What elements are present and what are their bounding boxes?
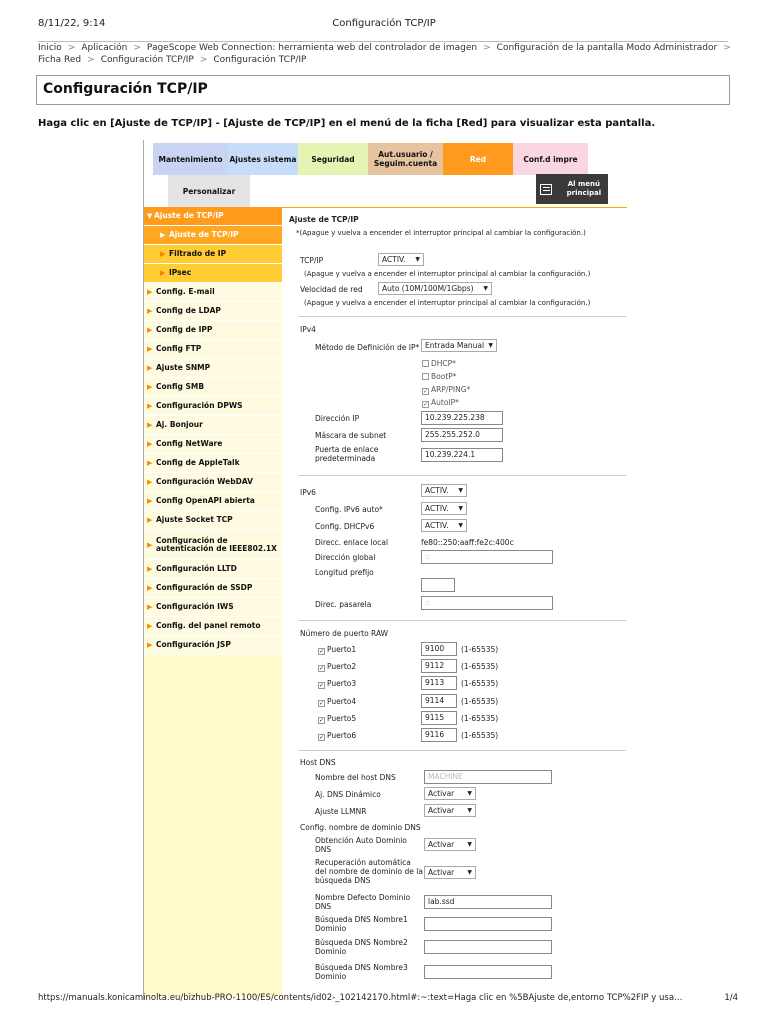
- speed-select-value: Auto (10M/100M/1Gbps): [382, 284, 474, 293]
- raw-port-title: Número de puerto RAW: [300, 629, 389, 638]
- chevron-right-icon: >: [87, 55, 95, 65]
- bootp-label: BootP*: [431, 372, 457, 381]
- ipv6-title: IPv6: [300, 488, 316, 497]
- print-title: Configuración TCP/IP: [332, 18, 436, 29]
- sidebar-item-label: Configuración WebDAV: [156, 477, 253, 486]
- port1-range: (1-65535): [461, 645, 499, 654]
- sidebar-item-label: Config NetWare: [156, 439, 223, 448]
- sidebar-item-jsp[interactable]: [144, 636, 282, 655]
- tab-conf-impre[interactable]: Conf.d impre: [513, 143, 588, 175]
- default-domain-label: Nombre Defecto Dominio DNS: [315, 893, 411, 911]
- chevron-down-icon: ▼: [467, 807, 472, 814]
- arp-checkbox[interactable]: [422, 385, 470, 395]
- restart-note-3: (Apague y vuelva a encender el interruptor principal al cambiar la configuración.): [304, 299, 591, 307]
- link-local-label: Direcc. enlace local: [315, 538, 389, 547]
- global-address-label: Dirección global: [315, 553, 376, 562]
- sidebar-item-label: Configuración DPWS: [156, 401, 243, 410]
- chevron-right-icon: >: [67, 43, 76, 53]
- print-date: 8/11/22, 9:14: [38, 18, 106, 29]
- ipv6-select[interactable]: [421, 484, 467, 497]
- autoip-label: AutoIP*: [431, 398, 459, 407]
- port1-input[interactable]: 9100: [421, 642, 457, 656]
- port5-label: Puerto5: [327, 714, 357, 723]
- triangle-right-icon: ▶: [160, 269, 166, 277]
- section-title: Ajuste de TCP/IP: [289, 215, 359, 224]
- ip-method-value: Entrada Manual: [425, 341, 485, 350]
- auto-search-select[interactable]: [424, 866, 476, 879]
- triangle-right-icon: ▶: [147, 540, 153, 549]
- sidebar-item-lltd[interactable]: [144, 560, 282, 579]
- dhcp-label: DHCP*: [431, 359, 456, 368]
- dns-dynamic-select[interactable]: [424, 787, 476, 800]
- gateway6-label: Direc. pasarela: [315, 600, 372, 609]
- dns-dynamic-label: Aj. DNS Dinámico: [315, 790, 381, 799]
- breadcrumb-aplicacion[interactable]: Aplicación: [81, 43, 128, 53]
- check-icon: ✓: [319, 648, 325, 655]
- port2-input[interactable]: 9112: [421, 659, 457, 673]
- auto-domain-select[interactable]: [424, 838, 476, 851]
- breadcrumb-tcpip[interactable]: Configuración TCP/IP: [100, 55, 194, 65]
- port2-range: (1-65535): [461, 662, 499, 671]
- ipv4-title: IPv4: [300, 325, 316, 334]
- port2-label: Puerto2: [327, 662, 357, 671]
- divider: [298, 750, 626, 751]
- dns-dynamic-value: Activar: [428, 789, 455, 798]
- footer-page: 1/4: [724, 993, 738, 1003]
- dns-host-name-label: Nombre del host DNS: [315, 773, 396, 782]
- triangle-right-icon: ▶: [147, 641, 153, 649]
- main-menu-icon: [540, 184, 552, 195]
- chevron-down-icon: ▼: [458, 487, 463, 494]
- arp-label: ARP/PING*: [431, 385, 471, 394]
- triangle-right-icon: ▶: [147, 478, 153, 486]
- sidebar-item-snmp[interactable]: [144, 359, 282, 378]
- sidebar-item-label: Config OpenAPI abierta: [156, 496, 255, 505]
- sidebar-item-label: Config de AppleTalk: [156, 458, 240, 467]
- sidebar-item-label: Filtrado de IP: [169, 249, 227, 258]
- check-icon: ✓: [319, 665, 325, 672]
- ipv6-auto-select[interactable]: [421, 502, 467, 515]
- triangle-right-icon: ▶: [147, 565, 153, 573]
- page-title: Configuración TCP/IP: [43, 81, 208, 97]
- sidebar-item-socket-tcp[interactable]: [144, 511, 282, 530]
- tab-aut-usuario[interactable]: Aut.usuario / Seguim.cuenta: [368, 143, 443, 175]
- port2-checkbox[interactable]: [318, 662, 356, 672]
- divider: [298, 620, 626, 621]
- llmnr-select[interactable]: [424, 804, 476, 817]
- port5-checkbox[interactable]: [318, 714, 356, 724]
- divider: [298, 475, 626, 476]
- footer-url: https://manuals.konicaminolta.eu/bizhub-PRO-1100/ES/contents/id02-_102142170.html#:~:text=Haga clic en %5BAjuste de,entorno TCP%2FIP y usa…: [38, 993, 683, 1003]
- search1-input[interactable]: [424, 917, 552, 931]
- gateway-label: Puerta de enlace predeterminada: [315, 445, 379, 463]
- sidebar-item-label: Configuración JSP: [156, 640, 231, 649]
- sidebar-item-label: Config FTP: [156, 344, 202, 353]
- sidebar-item-label: Ajuste Socket TCP: [156, 515, 233, 524]
- breadcrumb-row-1: [38, 42, 731, 54]
- triangle-right-icon: ▶: [147, 440, 153, 448]
- checkbox-icon: [422, 360, 429, 367]
- sidebar-item-label: Configuración IWS: [156, 602, 234, 611]
- breadcrumb-inicio[interactable]: Inicio: [38, 43, 62, 53]
- chevron-right-icon: >: [133, 43, 141, 53]
- chevron-down-icon: ▼: [483, 285, 488, 292]
- triangle-right-icon: ▶: [147, 307, 153, 315]
- sidebar-subitem-filtrado-ip[interactable]: [144, 245, 282, 264]
- prefix-label: Longitud prefijo: [315, 568, 374, 577]
- dns-domain-title: Config. nombre de dominio DNS: [300, 823, 421, 832]
- tab-mantenimiento[interactable]: Mantenimiento: [153, 143, 228, 175]
- dhcpv6-label: Config. DHCPv6: [315, 522, 375, 531]
- tcpip-select-value: ACTIV.: [382, 255, 406, 264]
- dhcp-checkbox[interactable]: [422, 359, 456, 368]
- sidebar-item-ipp[interactable]: [144, 321, 282, 340]
- search2-label: Búsqueda DNS Nombre2 Dominio: [315, 938, 408, 956]
- sidebar-item-label: Config de IPP: [156, 325, 213, 334]
- triangle-right-icon: ▶: [147, 622, 153, 630]
- page-title-box: [36, 75, 730, 105]
- sidebar-item-ajuste-tcpip[interactable]: [144, 207, 282, 226]
- chevron-down-icon: ▼: [458, 505, 463, 512]
- check-icon: ✓: [423, 388, 429, 395]
- triangle-right-icon: ▶: [147, 497, 153, 505]
- triangle-right-icon: ▶: [147, 584, 153, 592]
- port5-range: (1-65535): [461, 714, 499, 723]
- sidebar-item-label: Config. del panel remoto: [156, 621, 261, 630]
- dns-host-name-input[interactable]: MACHINE: [424, 770, 552, 784]
- chevron-down-icon: ▼: [488, 342, 493, 349]
- dns-host-title: Host DNS: [300, 758, 336, 767]
- triangle-right-icon: ▶: [147, 402, 153, 410]
- ip-method-label: Método de Definición de IP*: [315, 343, 420, 352]
- triangle-right-icon: ▶: [160, 250, 166, 258]
- check-icon: ✓: [423, 401, 429, 408]
- port3-input[interactable]: 9113: [421, 676, 457, 690]
- sidebar-item-label: Ajuste de TCP/IP: [169, 230, 239, 239]
- chevron-down-icon: ▼: [467, 841, 472, 848]
- sidebar-item-openapi[interactable]: [144, 492, 282, 511]
- sidebar-item-label: Ajuste de TCP/IP: [154, 211, 224, 220]
- breadcrumb-ficha-red[interactable]: Ficha Red: [38, 55, 82, 65]
- chevron-right-icon: >: [483, 43, 491, 53]
- ip-address-input[interactable]: 10.239.225.238: [421, 411, 503, 425]
- ip-method-select[interactable]: [421, 339, 497, 352]
- gateway6-input[interactable]: ::: [421, 596, 553, 610]
- link-local-value: fe80::250:aaff:fe2c:400c: [421, 538, 514, 547]
- sidebar-item-label: Aj. Bonjour: [156, 420, 203, 429]
- breadcrumb-pagescope[interactable]: PageScope Web Connection: herramienta web del controlador de imagen: [146, 43, 478, 53]
- divider: [298, 316, 626, 317]
- triangle-down-icon: ▼: [147, 212, 153, 220]
- dhcpv6-value: ACTIV.: [425, 521, 449, 530]
- ip-label: Dirección IP: [315, 414, 360, 423]
- ipv6-auto-label: Config. IPv6 auto*: [315, 505, 383, 514]
- port1-checkbox[interactable]: [318, 645, 356, 655]
- instruction-text: Haga clic en [Ajuste de TCP/IP] - [Ajuste de TCP/IP] en el menú de la ficha [Red] para visualizar esta pantalla.: [38, 118, 656, 129]
- sidebar-item-smb[interactable]: [144, 378, 282, 397]
- sidebar-item-label: Config SMB: [156, 382, 205, 391]
- triangle-right-icon: ▶: [147, 345, 153, 353]
- port3-checkbox[interactable]: [318, 679, 356, 689]
- prefix-input[interactable]: [421, 578, 455, 592]
- chevron-right-icon: >: [199, 55, 208, 65]
- port3-label: Puerto3: [327, 679, 357, 688]
- mask-label: Máscara de subnet: [315, 431, 387, 440]
- sidebar-item-label: Configuración de SSDP: [156, 583, 253, 592]
- sidebar-item-ieee8021x[interactable]: [144, 530, 282, 560]
- search3-label: Búsqueda DNS Nombre3 Dominio: [315, 963, 408, 981]
- tab-ajustes-sistema[interactable]: Ajustes sistema: [228, 143, 298, 175]
- sidebar-item-dpws[interactable]: [144, 397, 282, 416]
- search3-input[interactable]: [424, 965, 552, 979]
- llmnr-label: Ajuste LLMNR: [315, 807, 367, 816]
- check-icon: ✓: [319, 717, 325, 724]
- default-domain-input[interactable]: lab.ssd: [424, 895, 552, 909]
- chevron-right-icon: >: [723, 43, 731, 53]
- triangle-right-icon: ▶: [147, 383, 153, 391]
- ipv6-select-value: ACTIV.: [425, 486, 449, 495]
- sidebar-item-bonjour[interactable]: [144, 416, 282, 435]
- search2-input[interactable]: [424, 940, 552, 954]
- tcpip-select[interactable]: [378, 253, 424, 266]
- print-header: [38, 18, 730, 30]
- sidebar-item-netware[interactable]: [144, 435, 282, 454]
- tab-personalizar[interactable]: Personalizar: [168, 175, 250, 207]
- triangle-right-icon: ▶: [147, 421, 153, 429]
- autoip-checkbox[interactable]: [422, 398, 459, 408]
- restart-note-2: (Apague y vuelva a encender el interruptor principal al cambiar la configuración.): [304, 270, 591, 278]
- global-address-input[interactable]: ::: [421, 550, 553, 564]
- bootp-checkbox[interactable]: [422, 372, 457, 381]
- sidebar-item-iws[interactable]: [144, 598, 282, 617]
- port6-range: (1-65535): [461, 731, 499, 740]
- port6-checkbox[interactable]: [318, 731, 356, 741]
- port1-label: Puerto1: [327, 645, 357, 654]
- sidebar-item-label: Config. E-mail: [156, 287, 215, 296]
- tab-seguridad[interactable]: Seguridad: [298, 143, 368, 175]
- tab-red[interactable]: Red: [443, 143, 513, 175]
- check-icon: ✓: [319, 682, 325, 689]
- triangle-right-icon: ▶: [147, 516, 153, 524]
- port6-input[interactable]: 9116: [421, 728, 457, 742]
- port6-label: Puerto6: [327, 731, 357, 740]
- check-icon: ✓: [319, 700, 325, 707]
- port3-range: (1-65535): [461, 679, 499, 688]
- sidebar-subitem-ipsec[interactable]: [144, 264, 282, 283]
- tcpip-label: TCP/IP: [300, 256, 324, 265]
- triangle-right-icon: ▶: [147, 288, 153, 296]
- sidebar-item-label: Ajuste SNMP: [156, 363, 211, 372]
- restart-note: *(Apague y vuelva a encender el interruptor principal al cambiar la configuración.): [296, 229, 586, 237]
- llmnr-value: Activar: [428, 806, 455, 815]
- checkbox-icon: [422, 373, 429, 380]
- sidebar-item-webdav[interactable]: [144, 473, 282, 492]
- search1-label: Búsqueda DNS Nombre1 Dominio: [315, 915, 408, 933]
- sidebar-item-label: Configuración LLTD: [156, 564, 237, 573]
- auto-domain-value: Activar: [428, 840, 455, 849]
- check-icon: ✓: [319, 734, 325, 741]
- sidebar: [144, 207, 282, 997]
- chevron-down-icon: ▼: [458, 522, 463, 529]
- sidebar-item-label: Config de LDAP: [156, 306, 221, 315]
- sidebar-item-label: Configuración de autenticación de IEEE802.1X: [156, 535, 277, 553]
- ipv6-auto-value: ACTIV.: [425, 504, 449, 513]
- gateway-input[interactable]: 10.239.224.1: [421, 448, 503, 462]
- triangle-right-icon: ▶: [160, 231, 166, 239]
- auto-domain-label: Obtención Auto Dominio DNS: [315, 836, 407, 854]
- chevron-down-icon: ▼: [467, 790, 472, 797]
- sidebar-item-ldap[interactable]: [144, 302, 282, 321]
- sidebar-item-ssdp[interactable]: [144, 579, 282, 598]
- port5-input[interactable]: 9115: [421, 711, 457, 725]
- port4-checkbox[interactable]: [318, 697, 356, 707]
- sidebar-item-ftp[interactable]: [144, 340, 282, 359]
- breadcrumb-admin-mode[interactable]: Configuración de la pantalla Modo Administrador: [496, 43, 718, 53]
- triangle-right-icon: ▶: [147, 364, 153, 372]
- breadcrumb-current: Configuración TCP/IP: [213, 55, 307, 65]
- auto-search-label: Recuperación automática del nombre de dominio de la búsqueda DNS: [315, 858, 423, 885]
- breadcrumb-row-2: [38, 54, 728, 66]
- sidebar-item-remote-panel[interactable]: [144, 617, 282, 636]
- port4-range: (1-65535): [461, 697, 499, 706]
- chevron-down-icon: ▼: [467, 869, 472, 876]
- sidebar-subitem-ajuste-tcpip[interactable]: [144, 226, 282, 245]
- sidebar-item-appletalk[interactable]: [144, 454, 282, 473]
- sidebar-item-label: IPsec: [169, 268, 192, 277]
- main-menu-label: Al menú principal: [566, 180, 602, 197]
- breadcrumb: [38, 41, 731, 66]
- chevron-down-icon: ▼: [415, 256, 420, 263]
- dhcpv6-select[interactable]: [421, 519, 467, 532]
- sidebar-item-email[interactable]: [144, 283, 282, 302]
- subnet-mask-input[interactable]: 255.255.252.0: [421, 428, 503, 442]
- content-panel: [282, 207, 627, 997]
- speed-label: Velocidad de red: [300, 285, 363, 294]
- triangle-right-icon: ▶: [147, 326, 153, 334]
- port4-input[interactable]: 9114: [421, 694, 457, 708]
- main-menu-button[interactable]: [536, 174, 608, 204]
- triangle-right-icon: ▶: [147, 459, 153, 467]
- speed-select[interactable]: [378, 282, 492, 295]
- auto-search-value: Activar: [428, 868, 455, 877]
- port4-label: Puerto4: [327, 697, 357, 706]
- triangle-right-icon: ▶: [147, 603, 153, 611]
